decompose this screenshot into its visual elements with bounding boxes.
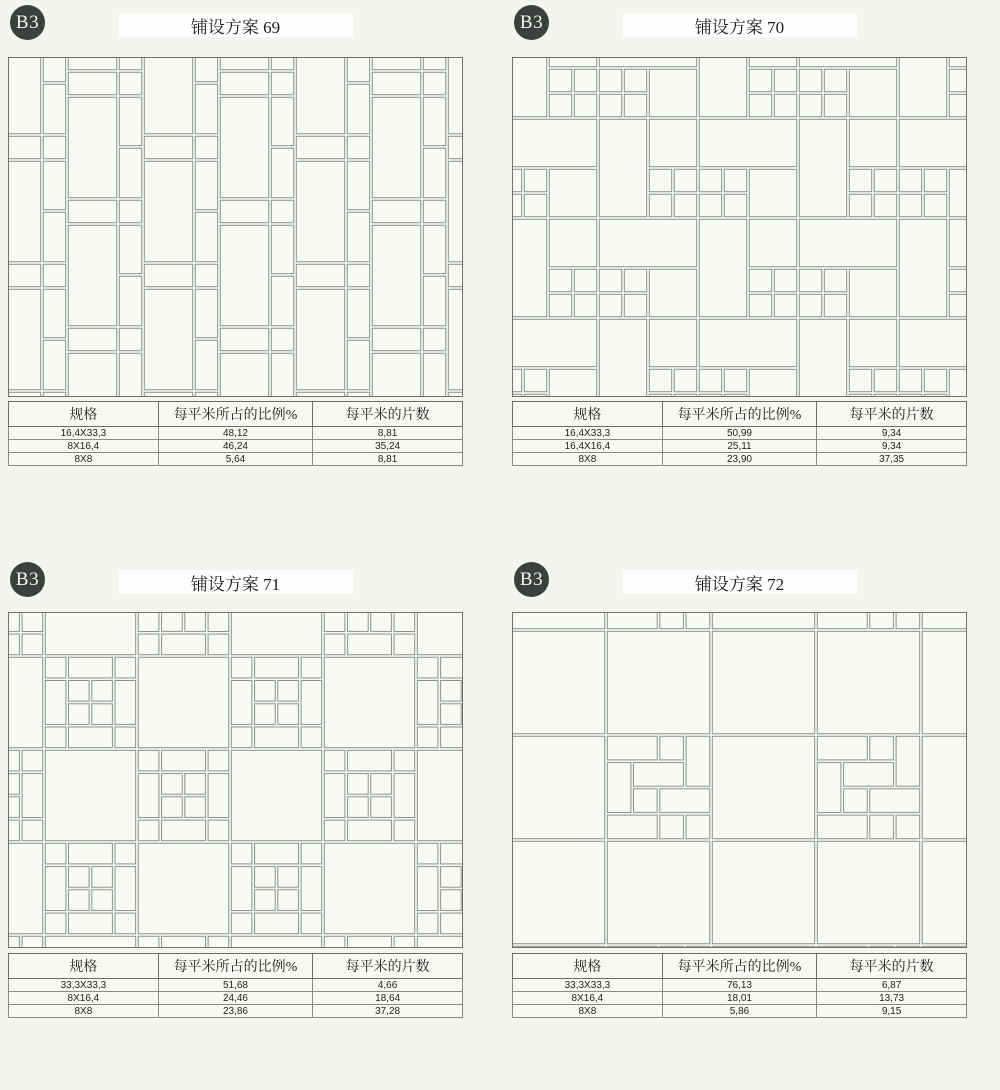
scheme-title: 铺设方案 72 xyxy=(694,574,785,594)
table-header-row xyxy=(9,402,463,427)
cell-ratio: 48,12 xyxy=(158,427,312,440)
header-spec: 规格 xyxy=(513,402,663,427)
table-row xyxy=(513,979,967,992)
header-spec: 规格 xyxy=(513,954,663,979)
cell-pieces: 13,73 xyxy=(817,992,967,1005)
b3-badge-label: B3 xyxy=(519,568,544,590)
cell-spec: 16,4X33,3 xyxy=(513,427,663,440)
cell-ratio: 24,46 xyxy=(158,992,312,1005)
cell-ratio: 5,64 xyxy=(158,453,312,466)
cell-pieces: 35,24 xyxy=(313,440,463,453)
spec-table xyxy=(8,401,463,466)
header-spec: 规格 xyxy=(9,402,159,427)
b3-badge-label: B3 xyxy=(15,568,40,590)
table-row xyxy=(9,979,463,992)
spec-table xyxy=(512,401,967,466)
table-row xyxy=(9,427,463,440)
panel-scheme-69 xyxy=(8,0,463,465)
header-spec: 规格 xyxy=(9,954,159,979)
cell-pieces: 37,28 xyxy=(313,1005,463,1018)
title-strip xyxy=(623,13,857,37)
title-strip xyxy=(119,570,353,594)
spec-table xyxy=(512,953,967,1018)
cell-pieces: 8,81 xyxy=(313,427,463,440)
cell-spec: 8X16,4 xyxy=(9,992,159,1005)
table-row xyxy=(9,440,463,453)
cell-spec: 16,4X33,3 xyxy=(9,427,159,440)
b3-badge xyxy=(514,5,549,40)
cell-ratio: 25,11 xyxy=(662,440,816,453)
scheme-title: 铺设方案 69 xyxy=(190,17,281,37)
table-row xyxy=(9,453,463,466)
table-row xyxy=(9,1005,463,1018)
cell-pieces: 9,34 xyxy=(817,440,967,453)
panel-scheme-71 xyxy=(8,557,463,1019)
header-pieces: 每平米的片数 xyxy=(817,402,967,427)
cell-ratio: 18,01 xyxy=(662,992,816,1005)
table-row xyxy=(513,992,967,1005)
cell-ratio: 50,99 xyxy=(662,427,816,440)
table-row xyxy=(513,1005,967,1018)
header-pieces: 每平米的片数 xyxy=(313,402,463,427)
cell-pieces: 37,35 xyxy=(817,453,967,466)
cell-ratio: 51,68 xyxy=(158,979,312,992)
table-header-row xyxy=(513,954,967,979)
tiling-diagram xyxy=(512,57,967,397)
tiling-diagram xyxy=(512,612,967,948)
panel-scheme-72 xyxy=(512,557,967,1019)
cell-pieces: 6,87 xyxy=(817,979,967,992)
b3-badge-label: B3 xyxy=(519,11,544,33)
table-row xyxy=(513,453,967,466)
cell-pieces: 9,15 xyxy=(817,1005,967,1018)
scheme-title: 铺设方案 71 xyxy=(190,574,281,594)
cell-spec: 16,4X16,4 xyxy=(513,440,663,453)
cell-ratio: 23,86 xyxy=(158,1005,312,1018)
scheme-title: 铺设方案 70 xyxy=(694,17,785,37)
header-ratio: 每平米所占的比例% xyxy=(662,402,816,427)
cell-pieces: 8,81 xyxy=(313,453,463,466)
b3-badge xyxy=(514,562,549,597)
header-pieces: 每平米的片数 xyxy=(313,954,463,979)
table-header-row xyxy=(9,954,463,979)
tiling-diagram xyxy=(8,612,463,948)
header-ratio: 每平米所占的比例% xyxy=(158,954,312,979)
cell-pieces: 18,64 xyxy=(313,992,463,1005)
cell-ratio: 46,24 xyxy=(158,440,312,453)
cell-spec: 8X16,4 xyxy=(513,992,663,1005)
header-ratio: 每平米所占的比例% xyxy=(662,954,816,979)
title-strip xyxy=(623,570,857,594)
cell-spec: 8X8 xyxy=(9,1005,159,1018)
table-header-row xyxy=(513,402,967,427)
header-pieces: 每平米的片数 xyxy=(817,954,967,979)
cell-ratio: 76,13 xyxy=(662,979,816,992)
cell-pieces: 9,34 xyxy=(817,427,967,440)
cell-spec: 8X8 xyxy=(9,453,159,466)
cell-spec: 8X8 xyxy=(513,1005,663,1018)
spec-table xyxy=(8,953,463,1018)
cell-spec: 33,3X33,3 xyxy=(513,979,663,992)
table-row xyxy=(513,427,967,440)
cell-pieces: 4,66 xyxy=(313,979,463,992)
cell-spec: 8X8 xyxy=(513,453,663,466)
cell-ratio: 5,86 xyxy=(662,1005,816,1018)
tiling-diagram xyxy=(8,57,463,397)
cell-spec: 8X16,4 xyxy=(9,440,159,453)
b3-badge xyxy=(10,562,45,597)
table-row xyxy=(9,992,463,1005)
b3-badge xyxy=(10,5,45,40)
cell-spec: 33,3X33,3 xyxy=(9,979,159,992)
header-ratio: 每平米所占的比例% xyxy=(158,402,312,427)
b3-badge-label: B3 xyxy=(15,11,40,33)
cell-ratio: 23,90 xyxy=(662,453,816,466)
title-strip xyxy=(119,13,353,37)
table-row xyxy=(513,440,967,453)
panel-scheme-70 xyxy=(512,0,967,465)
